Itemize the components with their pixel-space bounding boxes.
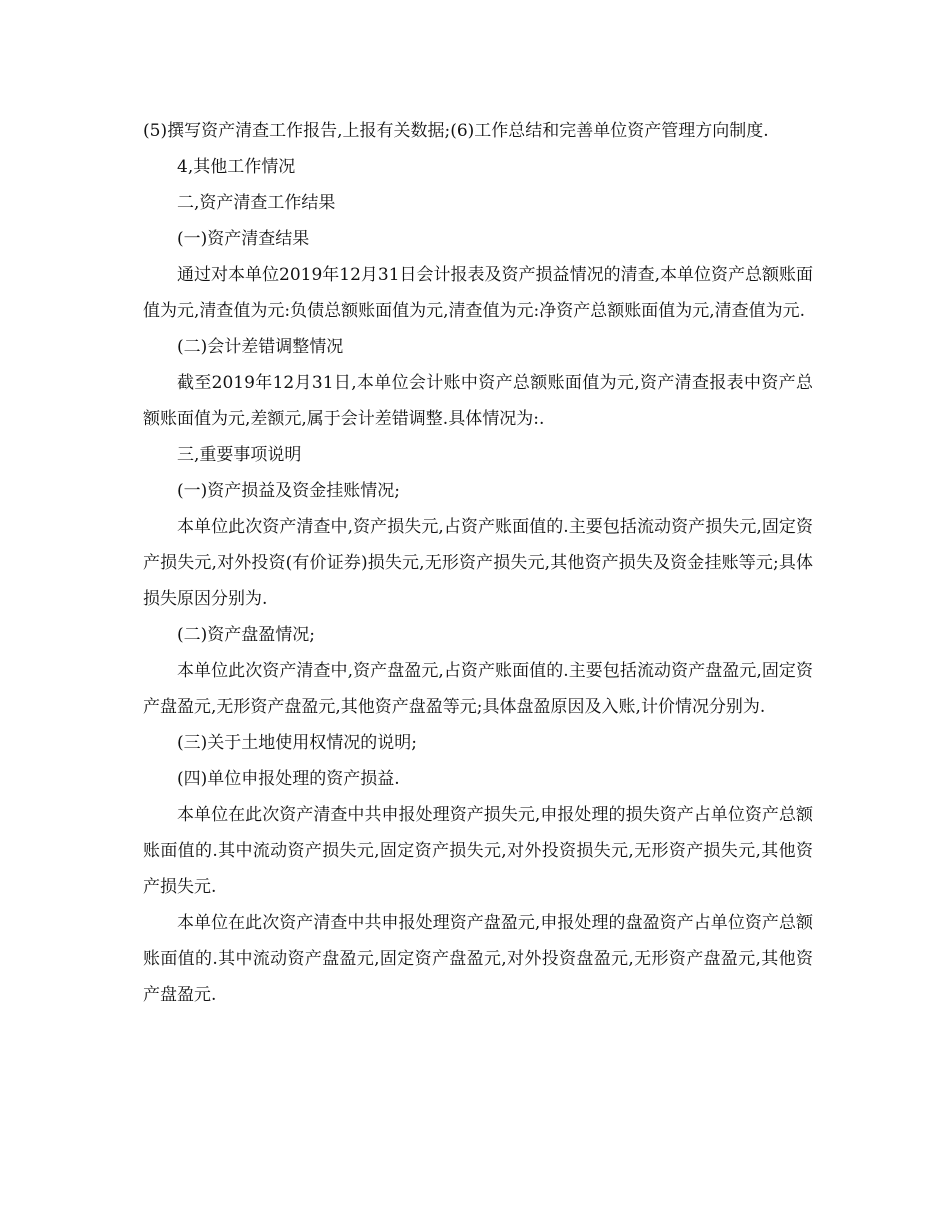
paragraph: (5)撰写资产清查工作报告,上报有关数据;(6)工作总结和完善单位资产管理方向制度. bbox=[143, 121, 769, 141]
paragraph: (四)单位申报处理的资产损益. bbox=[177, 769, 400, 789]
paragraph: (二)会计差错调整情况 bbox=[177, 337, 344, 357]
paragraph: (二)资产盘盈情况; bbox=[177, 625, 315, 645]
paragraph: (一)资产损益及资金挂账情况; bbox=[177, 481, 400, 501]
paragraph: 三,重要事项说明 bbox=[177, 445, 302, 465]
paragraph: (三)关于土地使用权情况的说明; bbox=[177, 733, 417, 753]
paragraph: 通过对本单位2019年12月31日会计报表及资产损益情况的清查,本单位资产总额账面值为元,清查值为元:负债总额账面值为元,清查值为元:净资产总额账面值为元,清查值为元. bbox=[143, 265, 813, 321]
paragraph: 本单位在此次资产清查中共申报处理资产盘盈元,申报处理的盘盈资产占单位资产总额账面值的.其中流动资产盘盈元,固定资产盘盈元,对外投资盘盈元,无形资产盘盈元,其他资产盘盈元. bbox=[143, 913, 813, 1005]
paragraph: 本单位此次资产清查中,资产盘盈元,占资产账面值的.主要包括流动资产盘盈元,固定资产盘盈元,无形资产盘盈元,其他资产盘盈等元;具体盘盈原因及入账,计价情况分别为. bbox=[143, 661, 813, 717]
paragraph: 本单位此次资产清查中,资产损失元,占资产账面值的.主要包括流动资产损失元,固定资产损失元,对外投资(有价证券)损失元,无形资产损失元,其他资产损失及资金挂账等元;具体损失原因分别为. bbox=[143, 517, 813, 609]
paragraph: 截至2019年12月31日,本单位会计账中资产总额账面值为元,资产清查报表中资产总额账面值为元,差额元,属于会计差错调整.具体情况为:. bbox=[143, 373, 813, 429]
document-body bbox=[143, 113, 813, 1013]
paragraph: 二,资产清查工作结果 bbox=[177, 193, 336, 213]
paragraph: 本单位在此次资产清查中共申报处理资产损失元,申报处理的损失资产占单位资产总额账面值的.其中流动资产损失元,固定资产损失元,对外投资损失元,无形资产损失元,其他资产损失元. bbox=[143, 805, 813, 897]
paragraph: 4,其他工作情况 bbox=[177, 157, 296, 177]
paragraph: (一)资产清查结果 bbox=[177, 229, 310, 249]
